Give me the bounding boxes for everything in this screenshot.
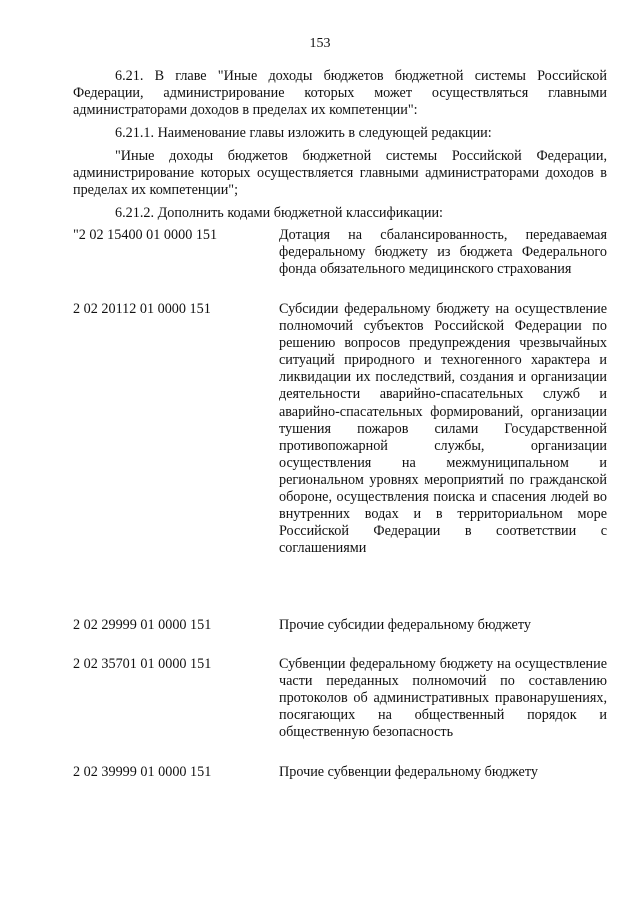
paragraph-new-title: "Иные доходы бюджетов бюджетной системы Российской Федерации, администрирование которых осуществляется главными администраторами доходов в пределах их компетенции"; — [73, 148, 607, 198]
paragraph-6-21-2: 6.21.2. Дополнить кодами бюджетной классификации: — [115, 205, 443, 221]
budget-code: 2 02 39999 01 0000 151 — [73, 764, 212, 780]
code-description: Дотация на сбалансированность, передаваемая федеральному бюджету из бюджета Федерального фонда обязательного медицинского страхования — [279, 227, 607, 278]
code-description: Субвенции федеральному бюджету на осуществление части переданных полномочий по составлению протоколов об административных правонарушениях, посягающих на общественный порядок и общественную безопасность — [279, 656, 607, 741]
budget-code: 2 02 20112 01 0000 151 — [73, 301, 211, 317]
code-description: Субсидии федеральному бюджету на осуществление полномочий субъектов Российской Федерации по решению вопросов предупреждения чрезвычайных ситуаций природного и техногенного характера и ликвидации их последствий, создания и организации деятельности аварийно-спасательных служб и аварийно-спасательных формирований, организации тушения пожаров силами Государственной противопожарной службы, организации осуществления на межмуниципальном и региональном уровнях мероприятий по гражданской обороне, осуществления поиска и спасения людей во внутренних водах и в территориальном море Российской Федерации в соответствии с соглашениями — [279, 301, 607, 557]
paragraph-6-21: 6.21. В главе "Иные доходы бюджетов бюджетной системы Российской Федерации, администрирование которых может осуществляться главными администраторами доходов в пределах их компетенции": — [73, 68, 607, 118]
budget-code: "2 02 15400 01 0000 151 — [73, 227, 218, 243]
budget-code: 2 02 35701 01 0000 151 — [73, 656, 212, 672]
code-description: Прочие субсидии федеральному бюджету — [279, 617, 531, 633]
intro-section — [73, 68, 607, 228]
paragraph-6-21-1: 6.21.1. Наименование главы изложить в следующей редакции: — [115, 125, 492, 141]
budget-code: 2 02 29999 01 0000 151 — [73, 617, 212, 633]
page-number: 153 — [309, 36, 331, 51]
code-description: Прочие субвенции федеральному бюджету — [279, 764, 538, 780]
